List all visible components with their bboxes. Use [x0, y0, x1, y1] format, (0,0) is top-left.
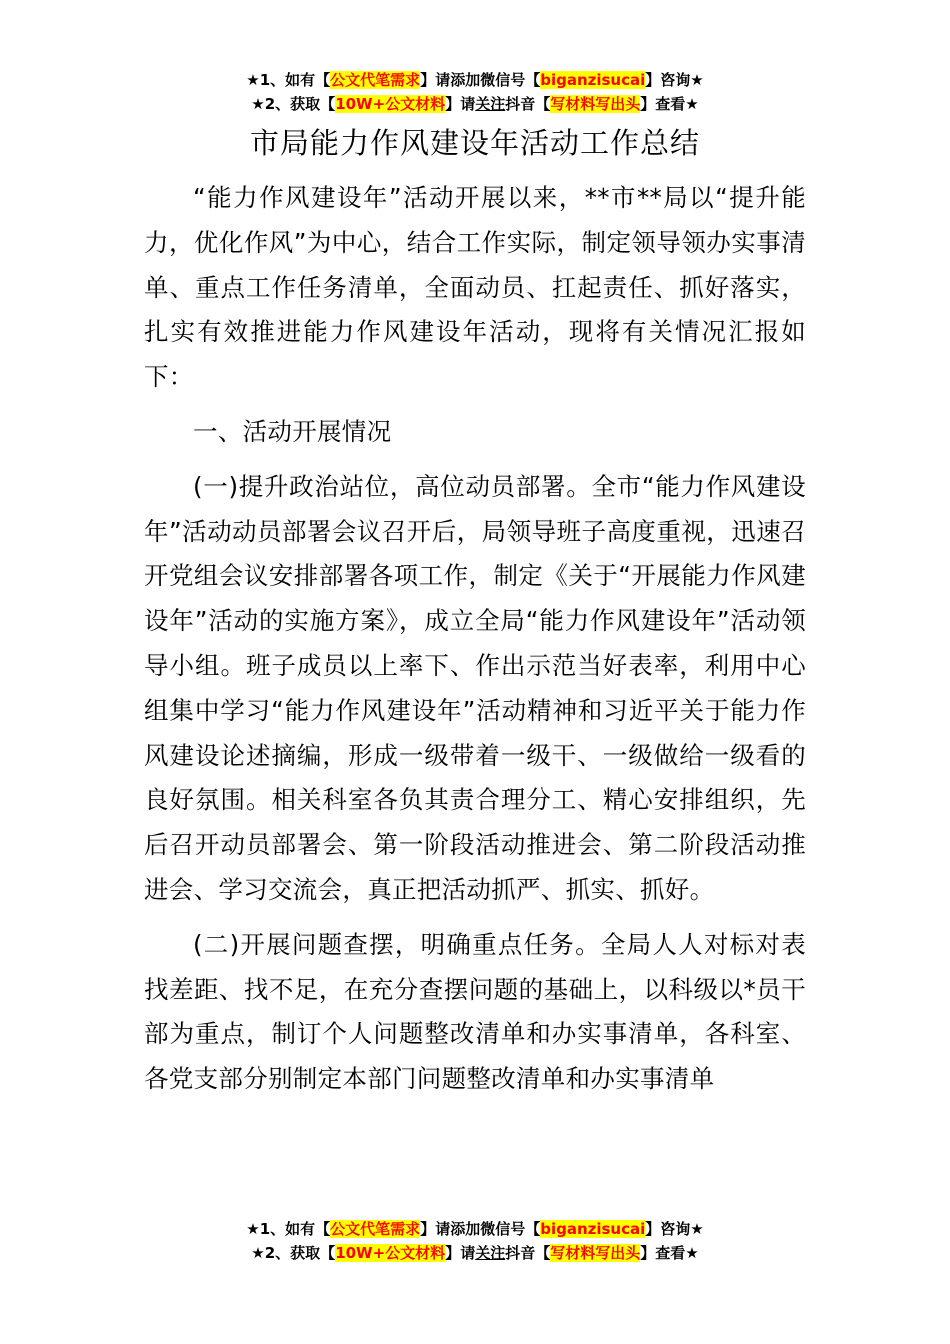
- header-promo-banner: [0, 68, 950, 116]
- promo-highlight: 公文代笔需求: [330, 1220, 421, 1238]
- intro-paragraph: “能力作风建设年”活动开展以来，**市**局以“提升能力，优化作风”为中心，结合工作实际，制定领导领办实事清单、重点工作任务清单，全面动员、扛起责任、抓好落实，扎实有效推进能力作风建设年活动，现将有关情况汇报如下：: [144, 183, 806, 392]
- body-paragraph-1: (一)提升政治站位，高位动员部署。全市“能力作风建设年”活动动员部署会议召开后，局领导班子高度重视，迅速召开党组会议安排部署各项工作，制定《关于“开展能力作风建设年”活动的实施方案》，成立全局“能力作风建设年”活动领导小组。班子成员以上率下、作出示范当好表率，利用中心组集中学习“能力作风建设年”活动精神和习近平关于能力作风建设论述摘编，形成一级带着一级干、一级做给一级看的良好氛围。相关科室各负其责合理分工、精心安排组织，先后召开动员部署会、第一阶段活动推进会、第二阶段活动推进会、学习交流会，真正把活动抓严、抓实、抓好。: [144, 471, 806, 904]
- promo-highlight: 10W+公文材料: [335, 1244, 446, 1262]
- douyin-id-highlight: 写材料写出头: [550, 95, 641, 113]
- section-heading: 一、活动开展情况: [193, 416, 392, 446]
- wechat-id-highlight: biganzisucai: [540, 71, 646, 89]
- promo-line-1: ★1、如有【公文代笔需求】请添加微信号【biganzisucai】咨询★: [246, 71, 704, 89]
- promo-line-1: ★1、如有【公文代笔需求】请添加微信号【biganzisucai】咨询★: [246, 1220, 704, 1238]
- promo-highlight: 10W+公文材料: [335, 95, 446, 113]
- document-title: 市局能力作风建设年活动工作总结: [249, 126, 700, 160]
- promo-highlight: 公文代笔需求: [330, 71, 421, 89]
- promo-line-2: ★2、获取【10W+公文材料】请关注抖音【写材料写出头】查看★: [251, 1244, 699, 1262]
- footer-promo-banner: [0, 1217, 950, 1265]
- douyin-id-highlight: 写材料写出头: [550, 1244, 641, 1262]
- wechat-id-highlight: biganzisucai: [540, 1220, 646, 1238]
- promo-line-2: ★2、获取【10W+公文材料】请关注抖音【写材料写出头】查看★: [251, 95, 699, 113]
- document-body: [144, 176, 806, 1112]
- body-paragraph-2: (二)开展问题查摆，明确重点任务。全局人人对标对表找差距、找不足，在充分查摆问题的基础上，以科级以*员干部为重点，制订个人问题整改清单和办实事清单，各科室、各党支部分别制定本部门问题整改清单和办实事清单: [144, 929, 806, 1094]
